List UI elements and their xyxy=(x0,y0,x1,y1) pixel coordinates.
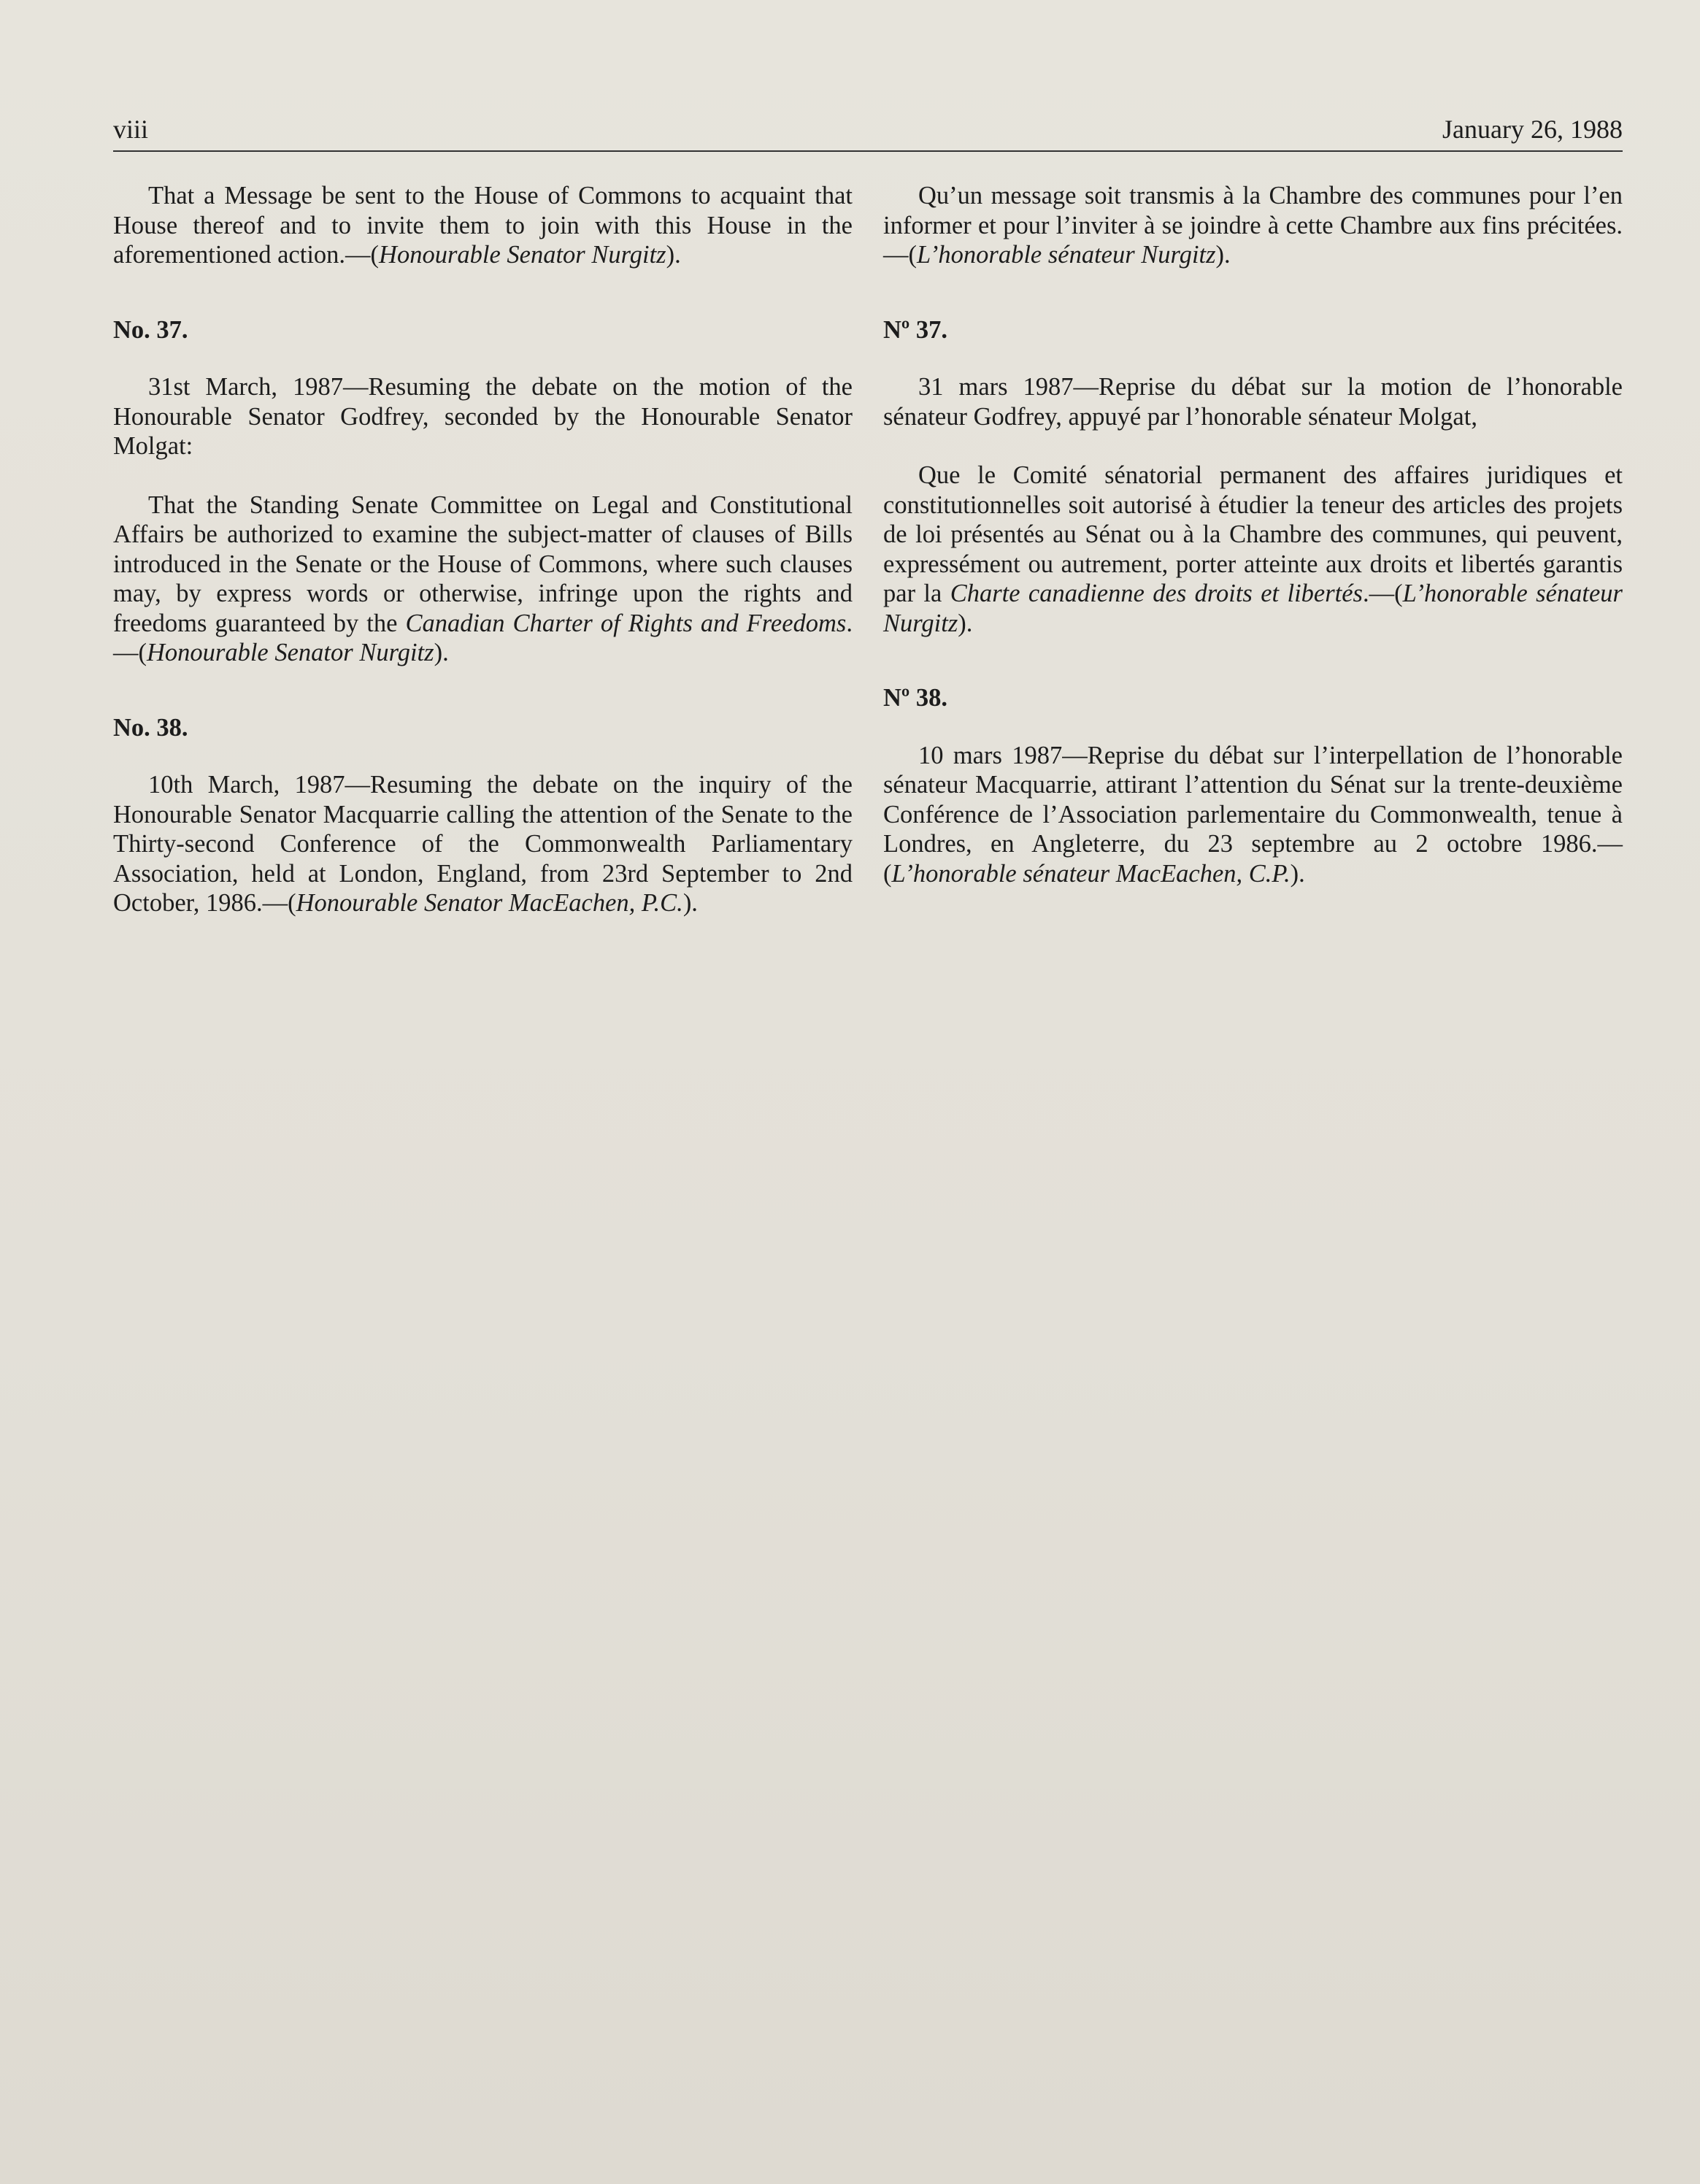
header-date: January 26, 1988 xyxy=(1442,115,1623,144)
attribution: Honourable Senator MacEachen, P.C. xyxy=(296,889,683,917)
attribution-fr: L’honorable sénateur MacEachen, C.P. xyxy=(891,859,1291,888)
attribution: Honourable Senator Nurgitz xyxy=(379,241,666,269)
item-heading-38-fr: Nº 38. xyxy=(883,684,948,712)
attribution-fr: L’honorable sénateur Nurgitz xyxy=(883,580,1623,637)
attribution-fr: L’honorable sénateur Nurgitz xyxy=(917,241,1216,269)
english-column xyxy=(113,181,853,918)
item-37-motion-fr: Que le Comité sénatorial permanent des affaires juridiques et constitutionnelles soit autorisé à étudier la teneur des articles des projets de loi présentés au Sénat ou à la Chambre des communes, qui peuvent, expressément ou autrement, porter atteinte aux droits et libertés garantis par la Charte canadienne des droits et libertés.—(L’honorable sénateur Nurgitz). xyxy=(883,461,1623,637)
page-header xyxy=(113,109,1623,152)
item-heading-37: No. 37. xyxy=(113,315,188,344)
item-37-motion: That the Standing Senate Committee on Legal and Constitutional Affairs be authorized to examine the subject-matter of clauses of Bills introduced in the Senate or the House of Commons, where such clauses may, by express words or otherwise, infringe upon the rights and freedoms guaranteed by the Canadian Charter of Rights and Freedoms.—(Honourable Senator Nurgitz). xyxy=(113,491,853,666)
item-heading-38: No. 38. xyxy=(113,713,188,742)
french-column xyxy=(883,181,1623,888)
item-38-text: 10th March, 1987—Resuming the debate on the inquiry of the Honourable Senator Macquarrie calling the attention of the Senate to the Thirty-second Conference of the Commonwealth Parliamentary Association, held at London, England, from 23rd September to 2nd October, 1986.—(Honourable Senator MacEachen, P.C.). xyxy=(113,771,853,917)
item-37-text: 31st March, 1987—Resuming the debate on the motion of the Honourable Senator Godfrey, seconded by the Honourable Senator Molgat: xyxy=(113,373,853,460)
intro-paragraph-fr: Qu’un message soit transmis à la Chambre des communes pour l’en informer et pour l’inviter à se joindre à cette Chambre aux fins précitées.—(L’honorable sénateur Nurgitz). xyxy=(883,182,1623,269)
charter-title: Canadian Charter of Rights and Freedoms xyxy=(405,609,847,637)
charter-title-fr: Charte canadienne des droits et libertés xyxy=(950,580,1363,607)
page-number: viii xyxy=(113,115,149,144)
item-heading-37-fr: Nº 37. xyxy=(883,315,948,344)
item-38-text-fr: 10 mars 1987—Reprise du débat sur l’interpellation de l’honorable sénateur Macquarrie, attirant l’attention du Sénat sur la trente-deuxième Conférence de l’Association parlementaire du Commonwealth, tenue à Londres, en Angleterre, du 23 septembre au 2 octobre 1986.—(L’honorable sénateur MacEachen, C.P.). xyxy=(883,741,1623,888)
attribution: Honourable Senator Nurgitz xyxy=(147,639,434,666)
intro-paragraph: That a Message be sent to the House of Commons to acquaint that House thereof and to invite them to join with this House in the aforementioned action.—(Honourable Senator Nurgitz). xyxy=(113,182,853,269)
item-37-text-fr: 31 mars 1987—Reprise du débat sur la motion de l’honorable sénateur Godfrey, appuyé par l’honorable sénateur Molgat, xyxy=(883,373,1623,431)
